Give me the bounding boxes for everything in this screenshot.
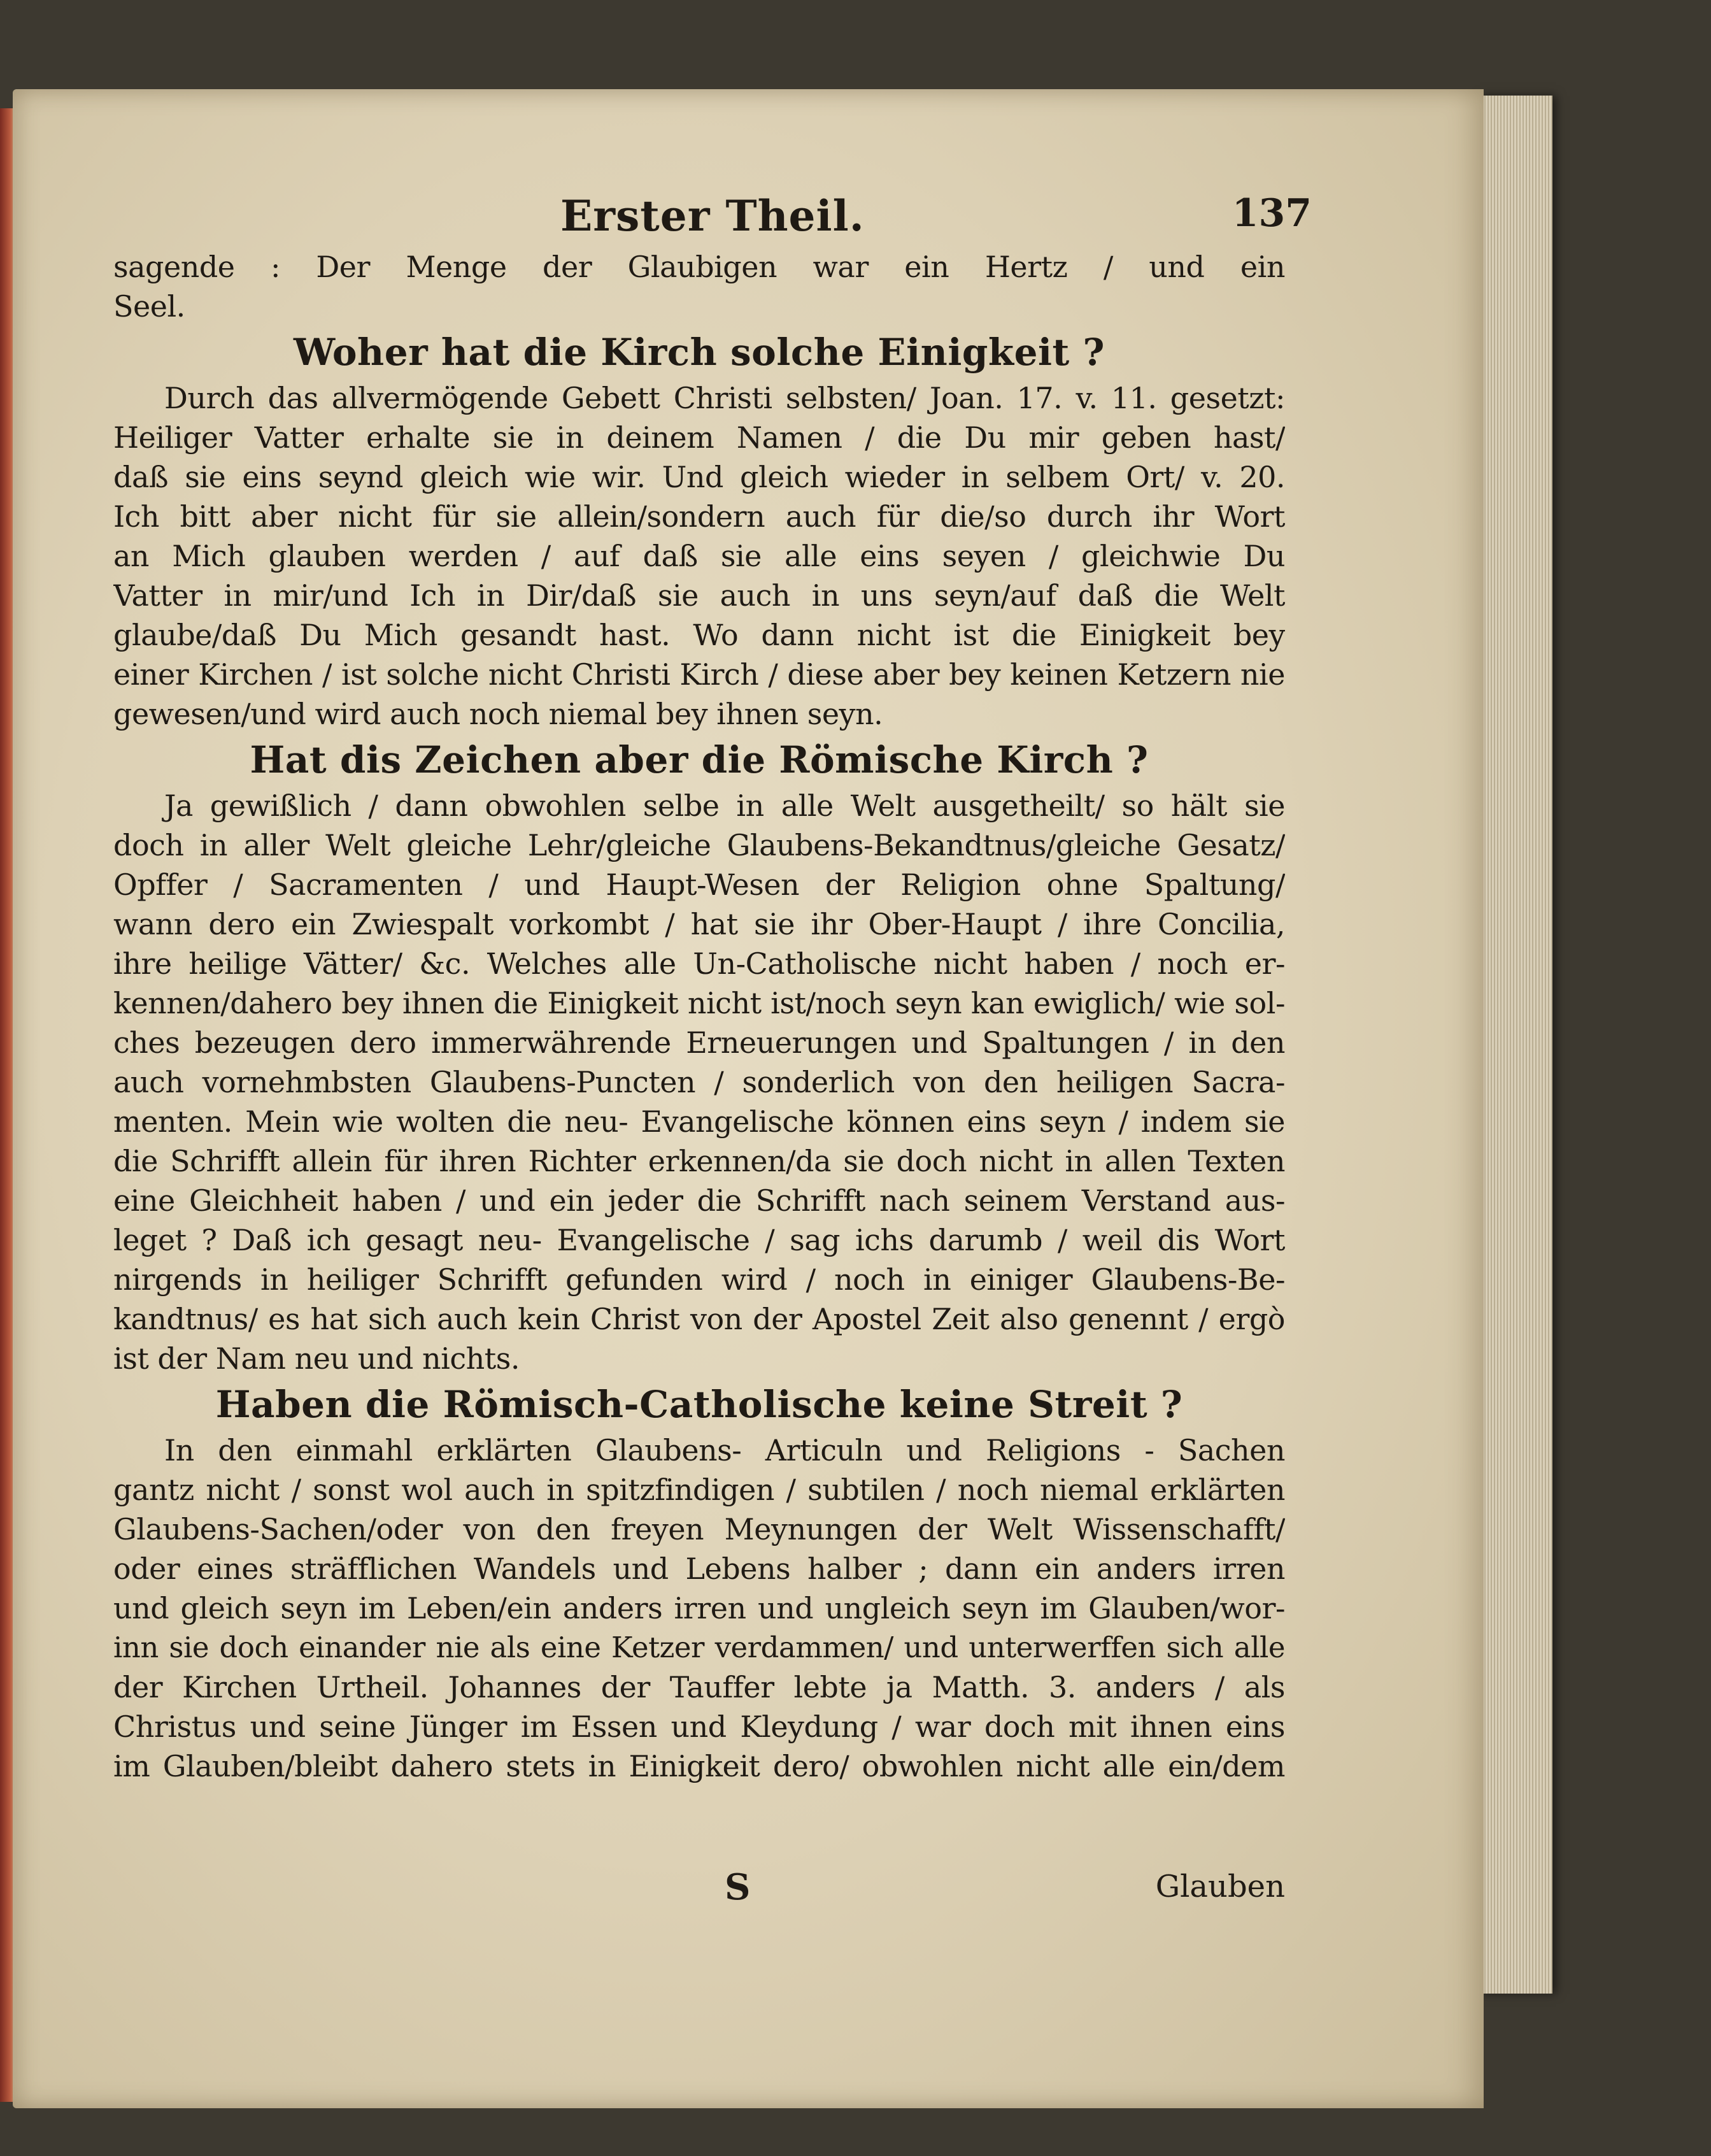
running-head: Erster Theil. — [560, 191, 865, 241]
text-line: Ich bitt aber nicht für sie allein/sondern auch für die/so durch ihr Wort — [113, 499, 1285, 534]
text-line: Seel. — [113, 289, 185, 324]
page-footer — [113, 1866, 1285, 1911]
text-line: glaube/daß Du Mich gesandt hast. Wo dann nicht ist die Einigkeit bey — [113, 618, 1285, 652]
text-line: gewesen/und wird auch noch niemal bey ihnen seyn. — [113, 697, 883, 731]
text-line: ist der Nam neu und nichts. — [113, 1341, 520, 1376]
text-line: Opffer / Sacramenten / und Haupt-Wesen der Religion ohne Spaltung/ — [113, 867, 1285, 902]
text-line: der Kirchen Urtheil. Johannes der Tauffer lebte ja Matth. 3. anders / als — [113, 1670, 1285, 1704]
text-line: gantz nicht / sonst wol auch in spitzfindigen / subtilen / noch niemal erklärten — [113, 1473, 1285, 1507]
text-line: und gleich seyn im Leben/ein anders irren und ungleich seyn im Glauben/wor- — [113, 1591, 1285, 1625]
question-heading: Haben die Römisch-Catholische keine Streit ? — [215, 1383, 1183, 1426]
text-line: Durch das allvermögende Gebett Christi selbsten/ Joan. 17. v. 11. gesetzt: — [164, 381, 1285, 415]
text-line: ches bezeugen dero immerwährende Erneuerungen und Spaltungen / in den — [113, 1025, 1285, 1060]
text-line: Ja gewißlich / dann obwohlen selbe in alle Welt ausgetheilt/ so hält sie — [164, 789, 1285, 823]
text-line: eine Gleichheit haben / und ein jeder die Schrifft nach seinem Verstand aus- — [113, 1183, 1285, 1218]
text-line: ihre heilige Vätter/ &c. Welches alle Un-Catholische nicht haben / noch er- — [113, 946, 1285, 981]
text-line: wann dero ein Zwiespalt vorkombt / hat sie ihr Ober-Haupt / ihre Concilia, — [113, 907, 1285, 941]
text-line: doch in aller Welt gleiche Lehr/gleiche Glaubens-Bekandtnus/gleiche Gesatz/ — [113, 828, 1285, 862]
text-line: kennen/dahero bey ihnen die Einigkeit nicht ist/noch seyn kan ewiglich/ wie sol- — [113, 986, 1285, 1020]
text-line: Vatter in mir/und Ich in Dir/daß sie auch in uns seyn/auf daß die Welt — [113, 578, 1285, 613]
question-heading: Woher hat die Kirch solche Einigkeit ? — [293, 331, 1105, 374]
page-stack-edge — [1476, 96, 1552, 1994]
text-line: In den einmahl erklärten Glaubens- Articuln und Religions - Sachen — [164, 1433, 1285, 1467]
catchword: Glauben — [1155, 1869, 1285, 1904]
text-line: im Glauben/bleibt dahero stets in Einigkeit dero/ obwohlen nicht alle ein/dem — [113, 1749, 1285, 1783]
text-line: oder eines sträfflichen Wandels und Lebens halber ; dann ein anders irren — [113, 1552, 1285, 1586]
text-line: an Mich glauben werden / auf daß sie alle eins seyen / gleichwie Du — [113, 539, 1285, 573]
page-number: 137 — [1232, 191, 1312, 236]
signature-mark: S — [725, 1866, 751, 1908]
text-line: auch vornehmbsten Glaubens-Puncten / sonderlich von den heiligen Sacra- — [113, 1065, 1285, 1099]
text-line: inn sie doch einander nie als eine Ketzer verdammen/ und unterwerffen sich alle — [113, 1631, 1285, 1664]
text-line: Christus und seine Jünger im Essen und Kleydung / war doch mit ihnen eins — [113, 1710, 1285, 1744]
question-heading: Hat dis Zeichen aber die Römische Kirch ? — [250, 738, 1149, 782]
text-line: daß sie eins seynd gleich wie wir. Und gleich wieder in selbem Ort/ v. 20. — [113, 460, 1285, 494]
body-text — [113, 247, 1285, 1786]
text-line: leget ? Daß ich gesagt neu- Evangelische / sag ichs darumb / weil dis Wort — [113, 1223, 1285, 1257]
text-line: Heiliger Vatter erhalte sie in deinem Namen / die Du mir geben hast/ — [113, 420, 1285, 455]
text-line: die Schrifft allein für ihren Richter erkennen/da sie doch nicht in allen Texten — [113, 1144, 1285, 1178]
text-line: Glaubens-Sachen/oder von den freyen Meynungen der Welt Wissenschafft/ — [113, 1512, 1285, 1546]
text-line: sagende : Der Menge der Glaubigen war ein Hertz / und ein — [113, 250, 1285, 284]
text-line: einer Kirchen / ist solche nicht Christi Kirch / diese aber bey keinen Ketzern nie — [113, 657, 1285, 692]
text-line: kandtnus/ es hat sich auch kein Christ von der Apostel Zeit also genennt / ergò — [113, 1302, 1285, 1336]
text-line: menten. Mein wie wolten die neu- Evangelische können eins seyn / indem sie — [113, 1104, 1285, 1139]
page-header — [115, 191, 1312, 248]
text-line: nirgends in heiliger Schrifft gefunden wird / noch in einiger Glaubens-Be- — [113, 1262, 1285, 1297]
